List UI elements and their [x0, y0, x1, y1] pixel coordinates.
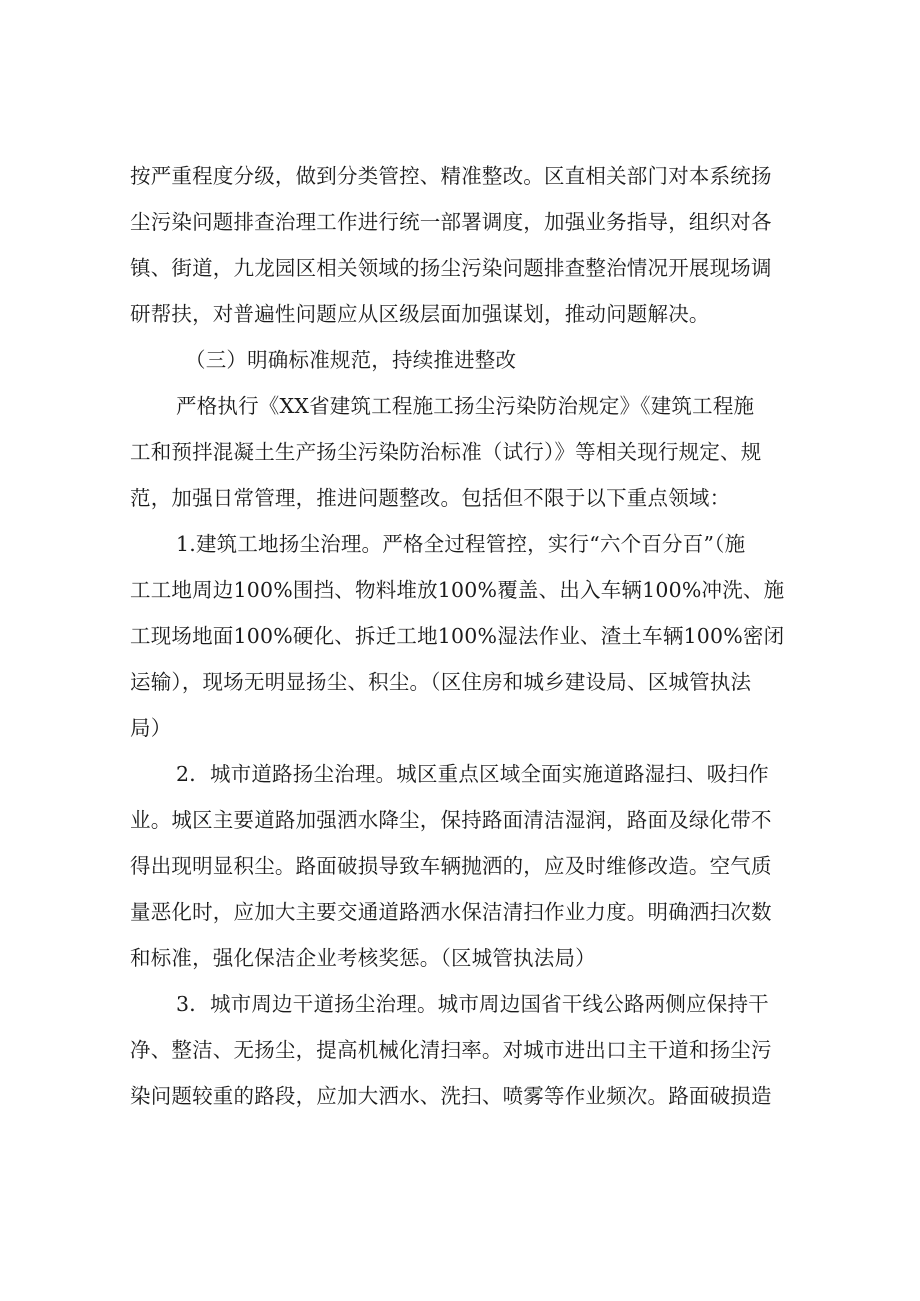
list-item-line: 量恶化时，应加大主要交通道路洒水保洁清扫作业力度。明确洒扫次数: [130, 900, 772, 924]
list-item-line: 2．城市道路扬尘治理。城区重点区域全面实施道路湿扫、吸扫作: [176, 762, 769, 786]
list-item-line: 运输），现场无明显扬尘、积尘。（区住房和城乡建设局、区城管执法: [130, 670, 752, 694]
section-heading: （三）明确标准规范，持续推进整改: [185, 348, 517, 372]
paragraph-line: 范，加强日常管理，推进问题整改。包括但不限于以下重点领域：: [130, 486, 731, 510]
list-item-line: 和标准，强化保洁企业考核奖惩。（区城管执法局）: [130, 946, 596, 970]
list-item-line: 1.建筑工地扬尘治理。严格全过程管控，实行“六个百分百”（施: [176, 532, 746, 556]
list-item-line: 3．城市周边干道扬尘治理。城市周边国省干线公路两侧应保持干: [176, 992, 769, 1016]
paragraph-line: 按严重程度分级，做到分类管控、精准整改。区直相关部门对本系统扬: [130, 164, 772, 188]
list-item-line: 染问题较重的路段，应加大洒水、洗扫、喷雾等作业频次。路面破损造: [130, 1084, 772, 1108]
paragraph-line: 镇、街道，九龙园区相关领域的扬尘污染问题排查整治情况开展现场调: [130, 256, 772, 280]
list-item-line: 得出现明显积尘。路面破损导致车辆抛洒的，应及时维修改造。空气质: [130, 854, 772, 878]
list-item-line: 工现场地面100%硬化、拆迁工地100%湿法作业、渣土车辆100%密闭: [130, 624, 785, 648]
list-item-line: 工工地周边100%围挡、物料堆放100%覆盖、出入车辆100%冲洗、施: [130, 578, 785, 602]
list-item-line: 局）: [130, 716, 172, 740]
paragraph-line: 尘污染问题排查治理工作进行统一部署调度，加强业务指导，组织对各: [130, 210, 772, 234]
paragraph-line: 严格执行《XX省建筑工程施工扬尘污染防治规定》《建筑工程施: [176, 394, 755, 418]
paragraph-line: 工和预拌混凝土生产扬尘污染防治标准（试行）》等相关现行规定、规: [130, 440, 762, 464]
paragraph-line: 研帮扶，对普遍性问题应从区级层面加强谋划，推动问题解决。: [130, 302, 710, 326]
list-item-line: 业。城区主要道路加强洒水降尘，保持路面清洁湿润，路面及绿化带不: [130, 808, 772, 832]
list-item-line: 净、整洁、无扬尘，提高机械化清扫率。对城市进出口主干道和扬尘污: [130, 1038, 772, 1062]
